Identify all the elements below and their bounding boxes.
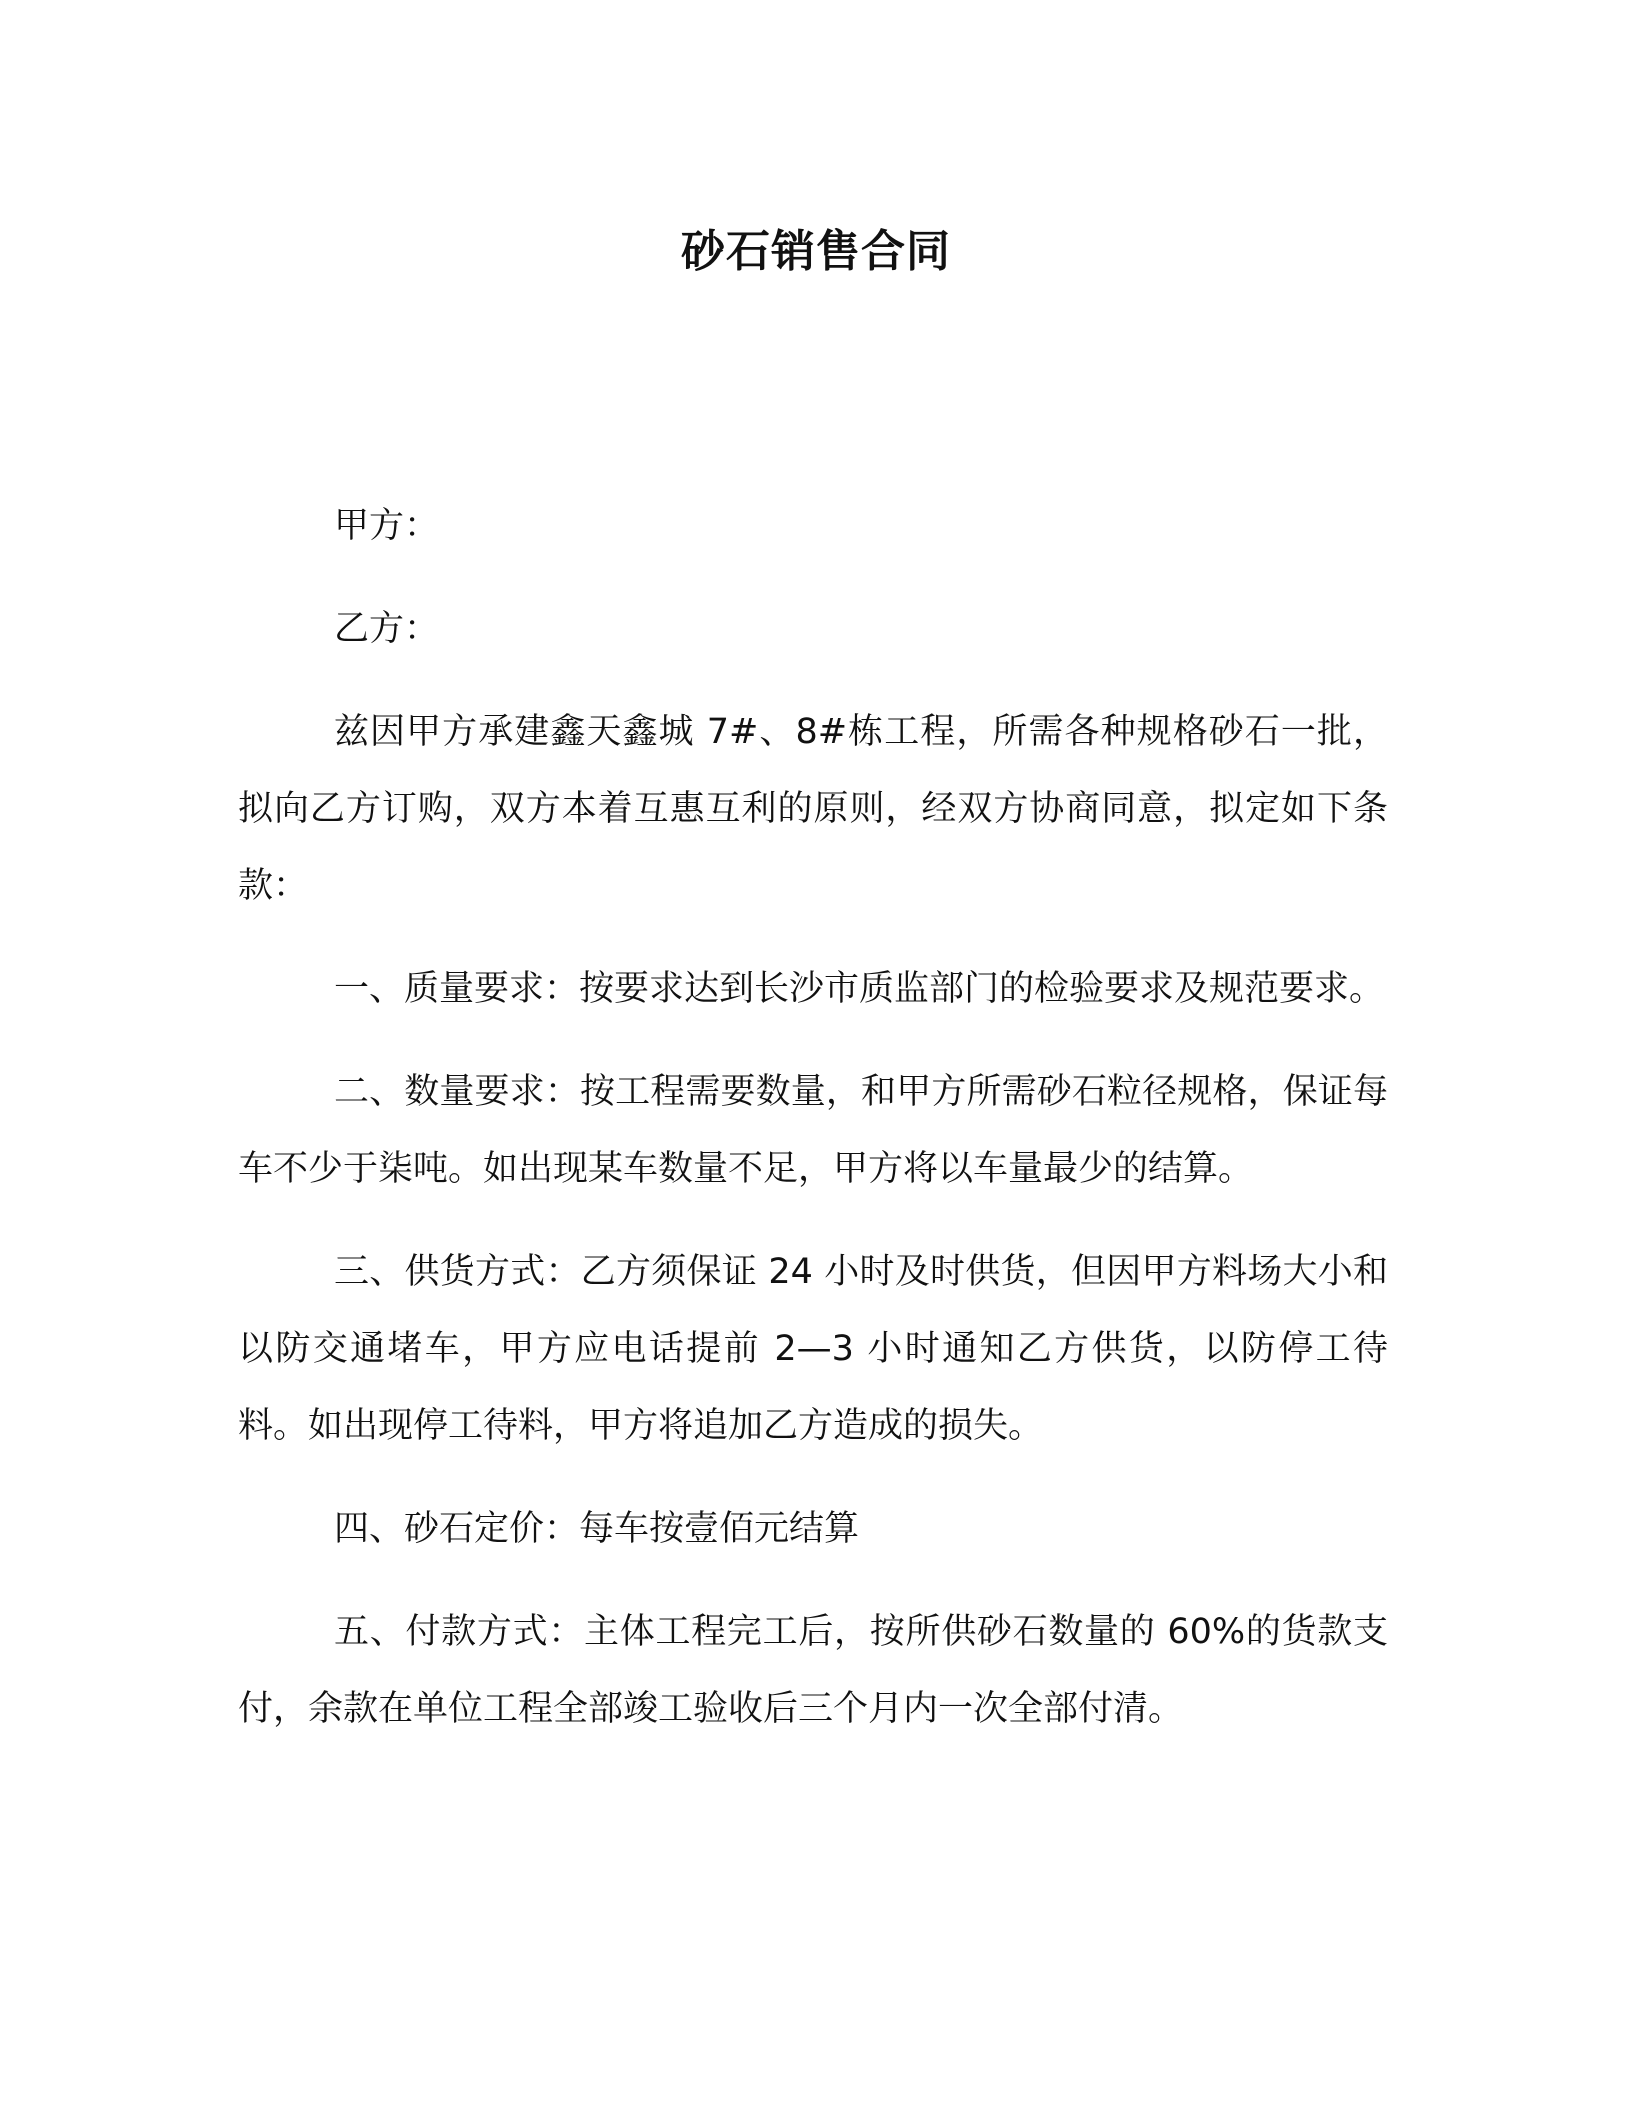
intro-paragraph: 兹因甲方承建鑫天鑫城 7#、8#栋工程，所需各种规格砂石一批，拟向乙方订购，双方本着互惠互利的原则，经双方协商同意，拟定如下条款：	[238, 712, 1388, 906]
clause-payment: 五、付款方式：主体工程完工后，按所供砂石数量的 60%的货款支付，余款在单位工程全部竣工验收后三个月内一次全部付清。	[238, 1612, 1388, 1729]
clause-quantity: 二、数量要求：按工程需要数量，和甲方所需砂石粒径规格，保证每车不少于柒吨。如出现某车数量不足，甲方将以车量最少的结算。	[238, 1072, 1388, 1189]
party-a-line: 甲方：	[334, 506, 440, 546]
contract-body	[238, 488, 1388, 1774]
contract-title: 砂石销售合同	[681, 226, 951, 277]
clause-supply: 三、供货方式：乙方须保证 24 小时及时供货，但因甲方料场大小和以防交通堵车，甲方应电话提前 2—3 小时通知乙方供货，以防停工待料。如出现停工待料，甲方将追加乙方造成的损失。	[238, 1252, 1388, 1446]
party-b-line: 乙方：	[334, 609, 440, 649]
clause-quality: 一、质量要求：按要求达到长沙市质监部门的检验要求及规范要求。	[334, 969, 1385, 1009]
clause-pricing: 四、砂石定价：每车按壹佰元结算	[334, 1509, 860, 1549]
